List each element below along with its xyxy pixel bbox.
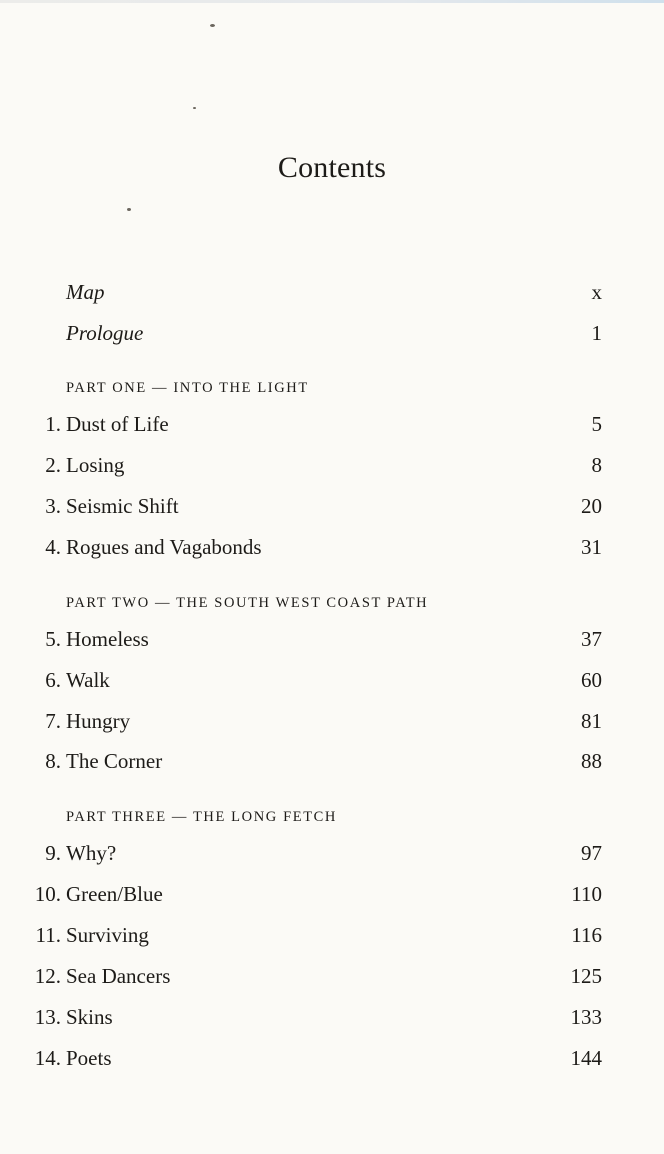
part-heading: PART THREE — THE LONG FETCH [66, 809, 337, 825]
chapter-title: Skins [66, 1005, 113, 1029]
chapter-title: Homeless [66, 627, 149, 651]
chapter-title: Poets [66, 1046, 112, 1070]
part-heading: PART TWO — THE SOUTH WEST COAST PATH [66, 595, 429, 611]
entry-page-number: 31 [581, 535, 602, 559]
toc-entry-chapter[interactable] [0, 1043, 664, 1073]
chapter-number: 5. [45, 627, 61, 651]
chapter-number: 10. [34, 882, 61, 906]
entry-title: Map [66, 280, 105, 304]
entry-page-number: x [591, 280, 602, 304]
chapter-title: Green/Blue [66, 882, 163, 906]
entry-page-number: 5 [591, 412, 602, 436]
chapter-title: Hungry [66, 709, 131, 733]
entry-page-number: 8 [591, 453, 602, 477]
toc-entry-chapter[interactable] [0, 491, 664, 521]
entry-page-number: 60 [581, 668, 602, 692]
chapter-number: 14. [34, 1046, 61, 1070]
chapter-title: Why? [66, 841, 117, 865]
chapter-number: 9. [45, 841, 61, 865]
entry-page-number: 116 [571, 923, 602, 947]
chapter-number: 13. [34, 1005, 61, 1029]
chapter-number: 8. [45, 749, 61, 773]
entry-page-number: 125 [570, 964, 602, 988]
toc-entry-chapter[interactable] [0, 879, 664, 909]
entry-page-number: 81 [581, 709, 602, 733]
toc-entry-map[interactable] [0, 277, 664, 307]
chapter-title: Dust of Life [66, 412, 169, 436]
entry-page-number: 110 [571, 882, 602, 906]
entry-page-number: 88 [581, 749, 602, 773]
chapter-number: 6. [45, 668, 61, 692]
toc-entry-chapter[interactable] [0, 665, 664, 695]
chapter-title: Losing [66, 453, 125, 477]
chapter-number: 3. [45, 494, 61, 518]
part-heading: PART ONE — INTO THE LIGHT [66, 380, 309, 396]
toc-entry-chapter[interactable] [0, 624, 664, 654]
toc-entry-chapter[interactable] [0, 532, 664, 562]
chapter-number: 2. [45, 453, 61, 477]
entry-page-number: 133 [570, 1005, 602, 1029]
chapter-title: Surviving [66, 923, 149, 947]
toc-entry-chapter[interactable] [0, 450, 664, 480]
chapter-number: 12. [34, 964, 61, 988]
entry-page-number: 97 [581, 841, 602, 865]
toc-entry-chapter[interactable] [0, 838, 664, 868]
toc-entry-chapter[interactable] [0, 961, 664, 991]
chapter-title: Sea Dancers [66, 964, 171, 988]
chapter-number: 7. [45, 709, 61, 733]
entry-page-number: 20 [581, 494, 602, 518]
chapter-title: Seismic Shift [66, 494, 179, 518]
chapter-number: 11. [35, 923, 61, 947]
chapter-title: The Corner [66, 749, 163, 773]
chapter-title: Walk [66, 668, 110, 692]
entry-page-number: 37 [581, 627, 602, 651]
toc-entry-chapter[interactable] [0, 746, 664, 776]
entry-page-number: 1 [591, 321, 602, 345]
entry-title: Prologue [66, 321, 144, 345]
chapter-number: 1. [45, 412, 61, 436]
entry-page-number: 144 [570, 1046, 602, 1070]
chapter-title: Rogues and Vagabonds [66, 535, 262, 559]
toc-entry-chapter[interactable] [0, 706, 664, 736]
toc-entry-chapter[interactable] [0, 1002, 664, 1032]
chapter-number: 4. [45, 535, 61, 559]
toc-entry-chapter[interactable] [0, 920, 664, 950]
toc-entry-chapter[interactable] [0, 409, 664, 439]
page-title: Contents [277, 151, 387, 184]
toc-entry-prologue[interactable] [0, 318, 664, 348]
